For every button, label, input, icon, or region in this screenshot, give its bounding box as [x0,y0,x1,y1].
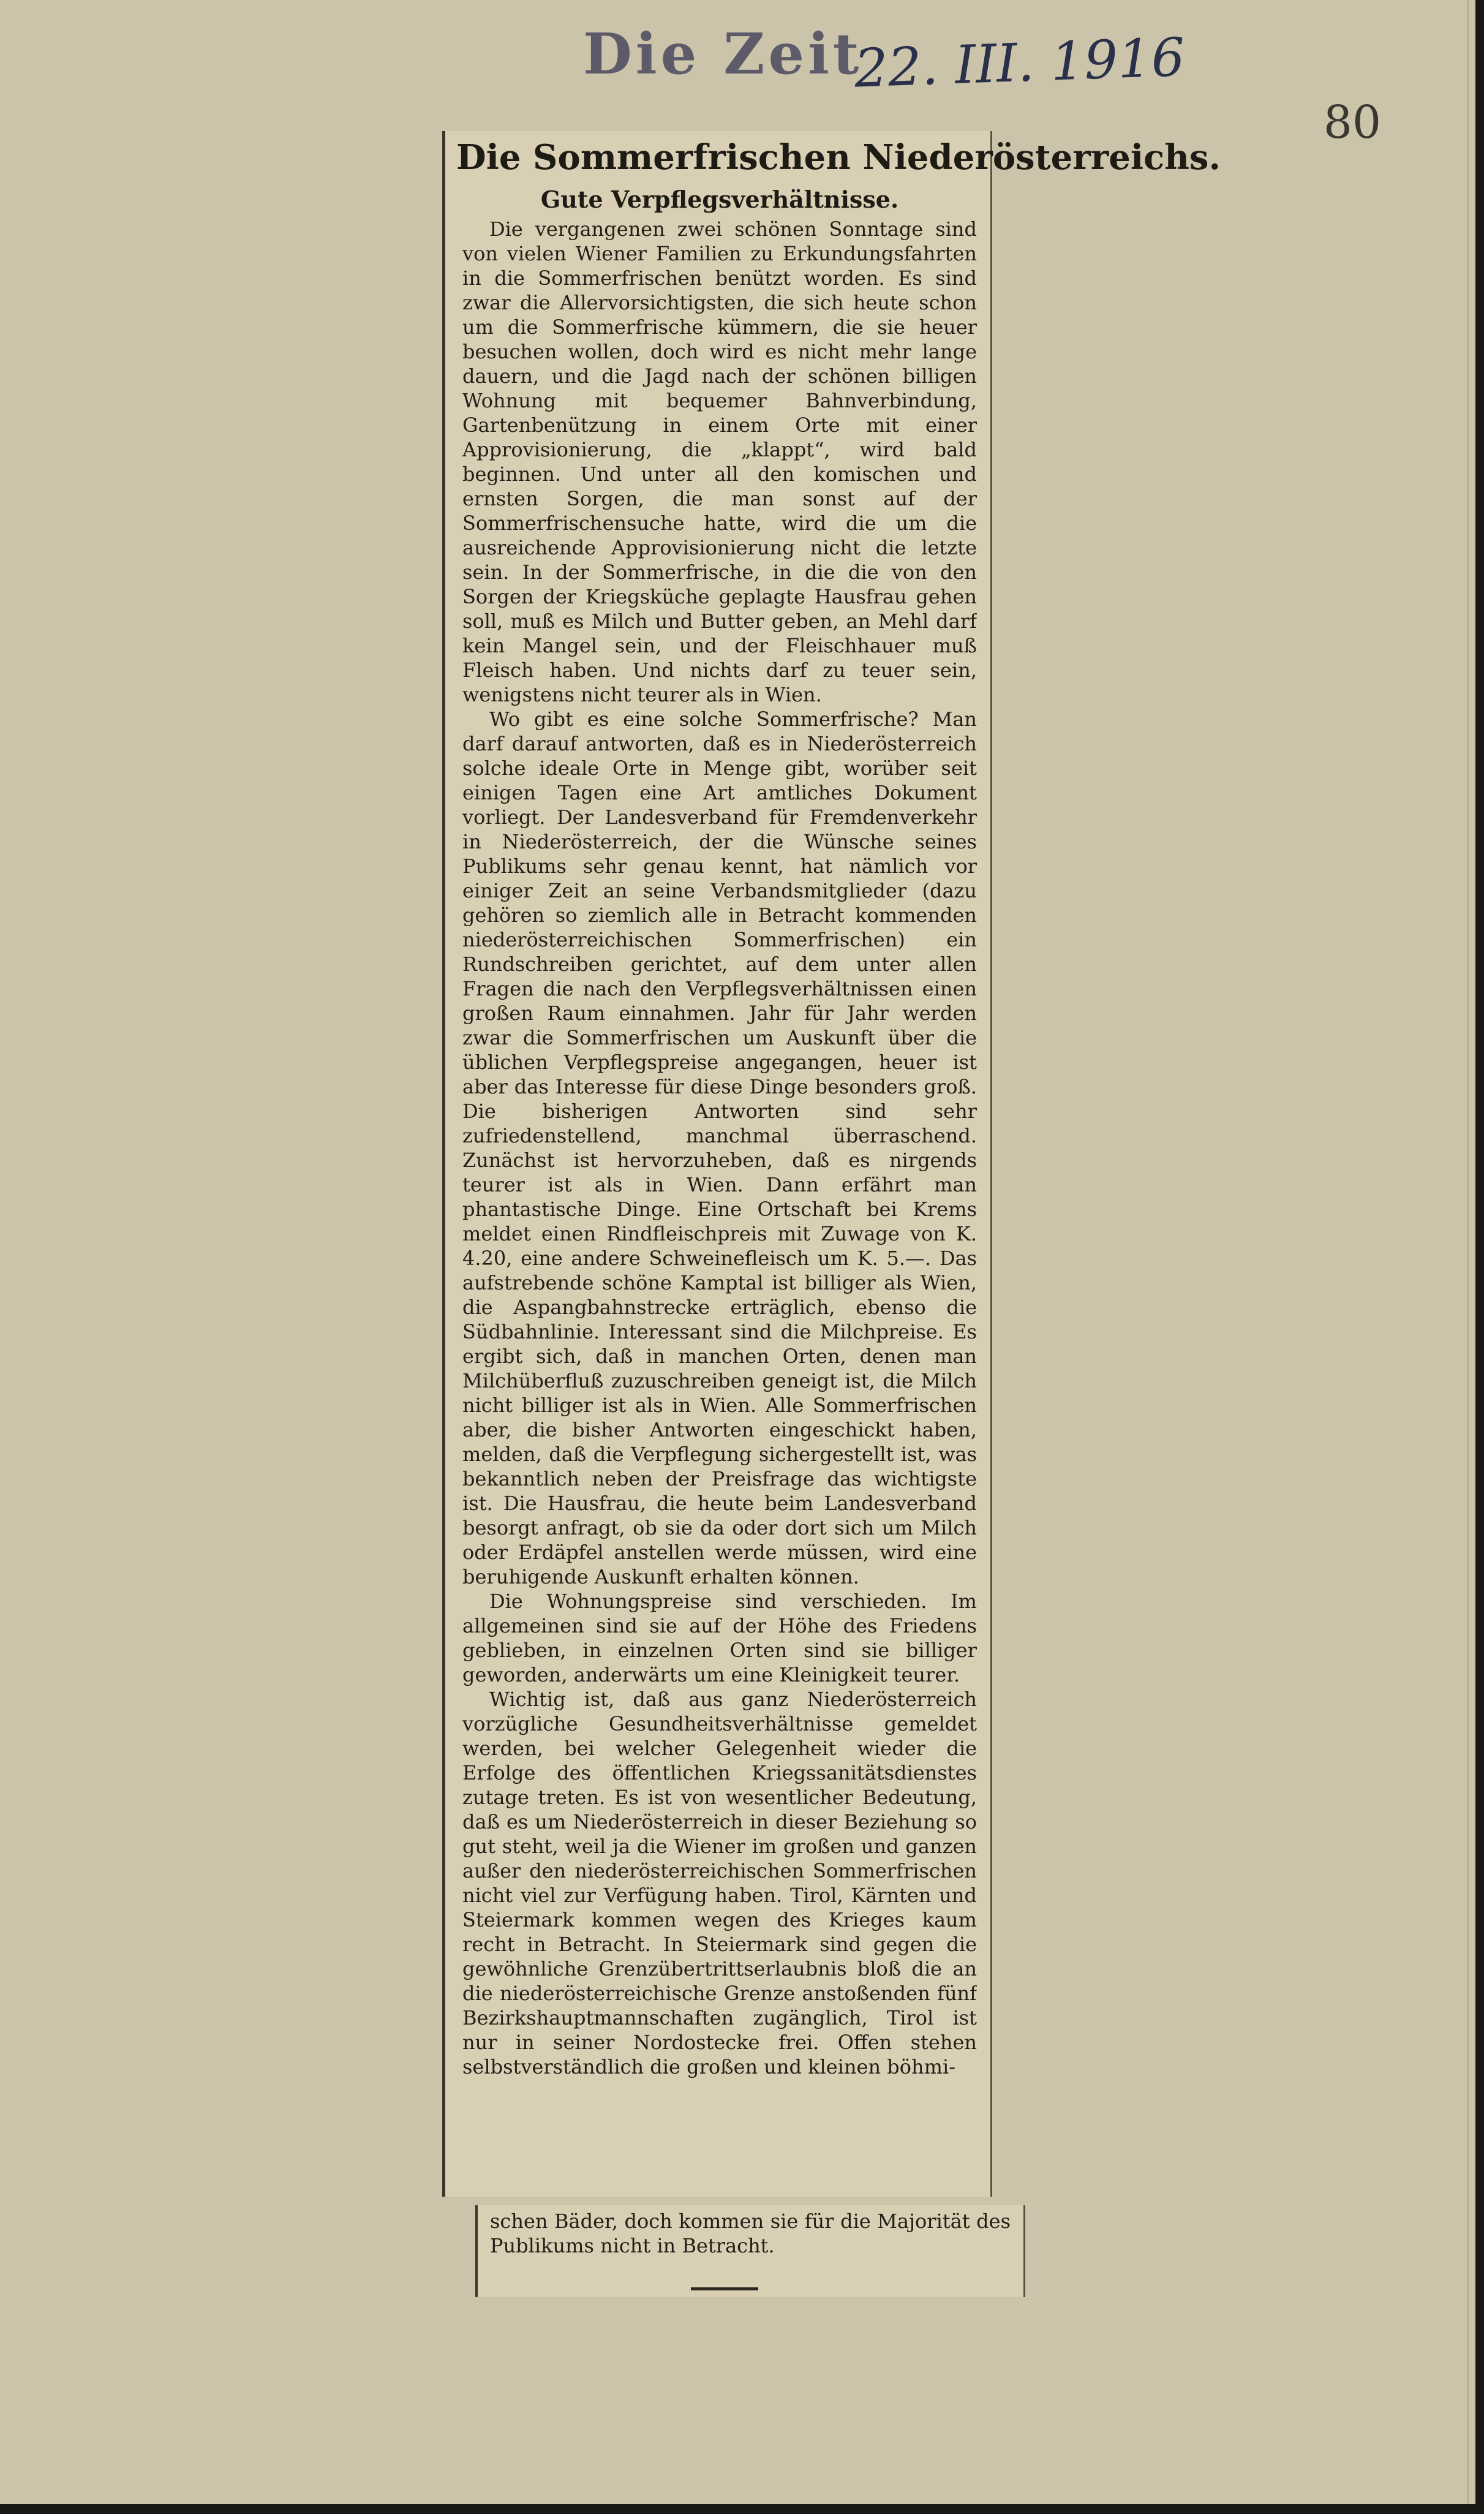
scan-edge-right [1475,0,1484,2514]
article-body [462,217,977,2192]
end-rule [691,2287,758,2290]
article-paragraph: Die Wohnungspreise sind verschieden. Im allgemeinen sind sie auf der Höhe des Friedens geblieben, in einzelnen Orten sind sie billiger geworden, anderwärts um eine Kleinigkeit teurer. [462,1590,977,1686]
scan-edge-bottom [0,2504,1484,2514]
handwritten-date: 22. III. 1916 [853,26,1186,100]
article-subheadline: Gute Verpflegsverhältnisse. [540,186,899,213]
article-headline: Die Sommerfrischen Niederösterreichs. [456,137,1221,178]
page-number: 80 [1323,96,1382,149]
article-paragraph: Wichtig ist, daß aus ganz Niederösterreich vorzügliche Gesundheitsverhältnisse gemeldet werden, bei welcher Gelegenheit wieder die Erfolge des öffentlichen Kriegssanitätsdienstes zutage treten. Es ist von wesentlicher Bedeutung, daß es um Niederösterreich in dieser Beziehung so gut steht, weil ja die Wiener im großen und ganzen außer den niederösterreichischen Sommerfrischen nicht viel zur Verfügung haben. Tirol, Kärnten und Steiermark kommen wegen des Krieges kaum recht in Betracht. In Steiermark sind gegen die gewöhnliche Grenzübertrittserlaubnis bloß die an die niederösterreichische Grenze anstoßenden fünf Bezirkshauptmannschaften zugänglich, Tirol ist nur in seiner Nordostecke frei. Offen stehen selbstverständlich die großen und kleinen böhmi- [462,1688,977,2078]
article-paragraph: Wo gibt es eine solche Sommerfrische? Man darf darauf antworten, daß es in Niederösterreich solche ideale Orte in Menge gibt, worüber seit einigen Tagen eine Art amtliches Dokument vorliegt. Der Landesverband für Fremdenverkehr in Niederösterreich, der die Wünsche seines Publikums sehr genau kennt, hat nämlich vor einiger Zeit an seine Verbandsmitglieder (dazu gehören so ziemlich alle in Betracht kommenden niederösterreichischen Sommerfrischen) ein Rundschreiben gerichtet, auf dem unter allen Fragen die nach den Verpflegsverhältnissen einen großen Raum einnahmen. Jahr für Jahr werden zwar die Sommerfrischen um Auskunft über die üblichen Verpflegspreise angegangen, heuer ist aber das Interesse für diese Dinge besonders groß. Die bisherigen Antworten sind sehr zufriedenstellend, manchmal überraschend. Zunächst ist hervorzuheben, daß es nirgends teurer ist als in Wien. Dann erfährt man phantastische Dinge. Eine Ortschaft bei Krems meldet einen Rindfleischpreis mit Zuwage von K. 4.20, eine andere Schweinefleisch um K. 5.—. Das aufstrebende schöne Kamptal ist billiger als Wien, die Aspangbahnstrecke erträglich, ebenso die Südbahnlinie. Interessant sind die Milchpreise. Es ergibt sich, daß in manchen Orten, denen man Milchüberfluß zuzuschreiben geneigt ist, die Milch nicht billiger ist als in Wien. Alle Sommerfrischen aber, die bisher Antworten eingeschickt haben, melden, daß die Verpflegung sichergestellt ist, was bekanntlich neben der Preisfrage das wichtigste ist. Die Hausfrau, die heute beim Landesverband besorgt anfragt, ob sie da oder dort sich um Milch oder Erdäpfel anstellen werde müssen, wird eine beruhigende Auskunft erhalten können. [462,708,977,1588]
article-paragraph: Die vergangenen zwei schönen Sonntage sind von vielen Wiener Familien zu Erkundungsfahrten in die Sommerfrischen benützt worden. Es sind zwar die Allervorsichtigsten, die sich heute schon um die Sommerfrische kümmern, die sie heuer besuchen wollen, doch wird es nicht mehr lange dauern, und die Jagd nach der schönen billigen Wohnung mit bequemer Bahnverbindung, Gartenbenützung in einem Orte mit einer Approvisionierung, die „klappt“, wird bald beginnen. Und unter all den komischen und ernsten Sorgen, die man sonst auf der Sommerfrischensuche hatte, wird die um die ausreichende Approvisionierung nicht die letzte sein. In der Sommerfrische, in die die von den Sorgen der Kriegsküche geplagte Hausfrau gehen soll, muß es Milch und Butter geben, an Mehl darf kein Mangel sein, und der Fleischhauer muß Fleisch haben. Und nichts darf zu teuer sein, wenigstens nicht teurer als in Wien. [462,217,977,706]
newspaper-clipping [442,131,1221,2197]
paper-crease [1467,0,1469,2514]
article-continuation: schen Bäder, doch kommen sie für die Majorität des Publikums nicht in Betracht. [490,2210,1011,2257]
clipping-continuation [475,2205,1025,2297]
newspaper-stamp: Die Zeit [583,21,863,87]
